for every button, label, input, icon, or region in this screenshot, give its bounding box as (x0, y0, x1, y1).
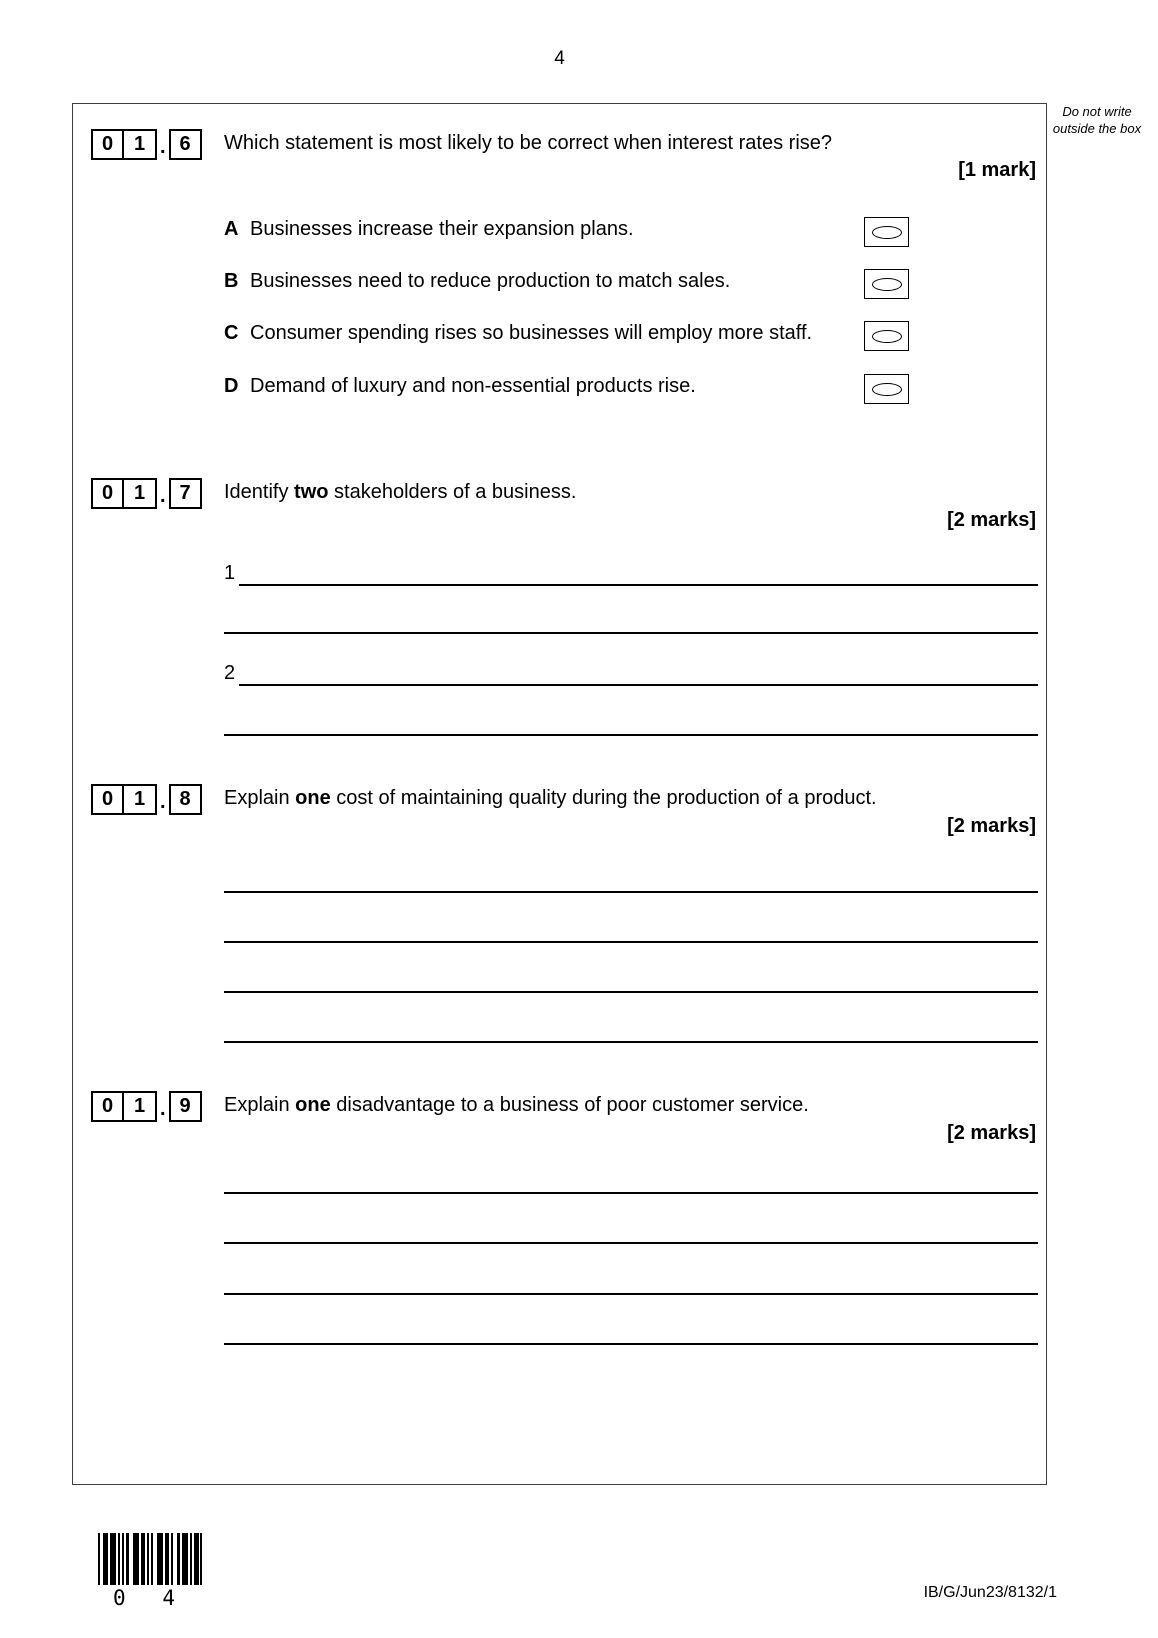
answer-line[interactable] (224, 1170, 1038, 1194)
question-text-019: Explain one disadvantage to a business of poor customer service. (224, 1094, 809, 1116)
question-number-digit: 0 (91, 784, 124, 815)
answer-line[interactable] (224, 610, 1038, 634)
question-number-digit: 0 (91, 129, 124, 160)
question-text-018: Explain one cost of maintaining quality during the production of a product. (224, 787, 877, 809)
option-text-a: Businesses increase their expansion plans. (250, 218, 634, 240)
option-d-answer-box[interactable] (864, 374, 909, 404)
answer-line[interactable] (224, 1271, 1038, 1295)
option-text-b: Businesses need to reduce production to match sales. (250, 270, 731, 292)
answer-line-number: 2 (224, 662, 236, 684)
question-number-digit: 0 (91, 478, 124, 509)
marks-label-017: [2 marks] (947, 509, 1036, 531)
answer-oval-icon (872, 383, 902, 396)
answer-oval-icon (872, 226, 902, 239)
question-number-separator: . (160, 791, 166, 813)
question-number-digit: 1 (124, 478, 157, 509)
option-letter-a: A (224, 218, 239, 240)
marks-label-016: [1 mark] (958, 159, 1036, 181)
question-number-separator: . (160, 485, 166, 507)
page-number: 4 (554, 48, 565, 69)
option-row-d (224, 374, 1036, 406)
option-row-a (224, 217, 1036, 249)
barcode-page-label: 0 4 (113, 1586, 187, 1610)
option-letter-b: B (224, 270, 239, 292)
option-row-c (224, 321, 1036, 353)
marks-label-019: [2 marks] (947, 1122, 1036, 1144)
answer-oval-icon (872, 330, 902, 343)
question-number-digit: 1 (124, 129, 157, 160)
option-text-d: Demand of luxury and non-essential products rise. (250, 375, 696, 397)
question-number-017 (91, 478, 202, 509)
question-number-019 (91, 1091, 202, 1122)
question-number-digit: 1 (124, 1091, 157, 1122)
question-number-separator: . (160, 136, 166, 158)
answer-line[interactable] (224, 869, 1038, 893)
question-number-digit: 7 (169, 478, 202, 509)
answer-area-frame (72, 103, 1047, 1485)
answer-line[interactable] (224, 1321, 1038, 1345)
answer-line[interactable] (224, 712, 1038, 736)
option-c-answer-box[interactable] (864, 321, 909, 351)
answer-line[interactable] (224, 969, 1038, 993)
question-number-digit: 9 (169, 1091, 202, 1122)
answer-line-rule (239, 562, 1038, 586)
option-a-answer-box[interactable] (864, 217, 909, 247)
paper-reference-code: IB/G/Jun23/8132/1 (923, 1584, 1057, 1601)
answer-line-2-numbered[interactable] (224, 662, 1038, 686)
option-text-c: Consumer spending rises so businesses will employ more staff. (250, 322, 813, 344)
option-row-b (224, 269, 1036, 301)
question-number-018 (91, 784, 202, 815)
answer-line[interactable] (224, 919, 1038, 943)
option-letter-c: C (224, 322, 239, 344)
answer-line[interactable] (224, 1019, 1038, 1043)
answer-oval-icon (872, 278, 902, 291)
question-number-016 (91, 129, 202, 160)
question-text-016: Which statement is most likely to be correct when interest rates rise? (224, 132, 833, 154)
question-text-017: Identify two stakeholders of a business. (224, 481, 577, 503)
marks-label-018: [2 marks] (947, 815, 1036, 837)
question-number-digit: 6 (169, 129, 202, 160)
do-not-write-note: Do not write outside the box (1052, 104, 1142, 136)
question-number-digit: 1 (124, 784, 157, 815)
answer-line-number: 1 (224, 562, 236, 584)
question-number-digit: 0 (91, 1091, 124, 1122)
barcode-icon (98, 1533, 202, 1585)
answer-line-rule (239, 662, 1038, 686)
answer-line-1-numbered[interactable] (224, 562, 1038, 586)
option-b-answer-box[interactable] (864, 269, 909, 299)
question-number-separator: . (160, 1098, 166, 1120)
question-number-digit: 8 (169, 784, 202, 815)
answer-line[interactable] (224, 1220, 1038, 1244)
option-letter-d: D (224, 375, 239, 397)
